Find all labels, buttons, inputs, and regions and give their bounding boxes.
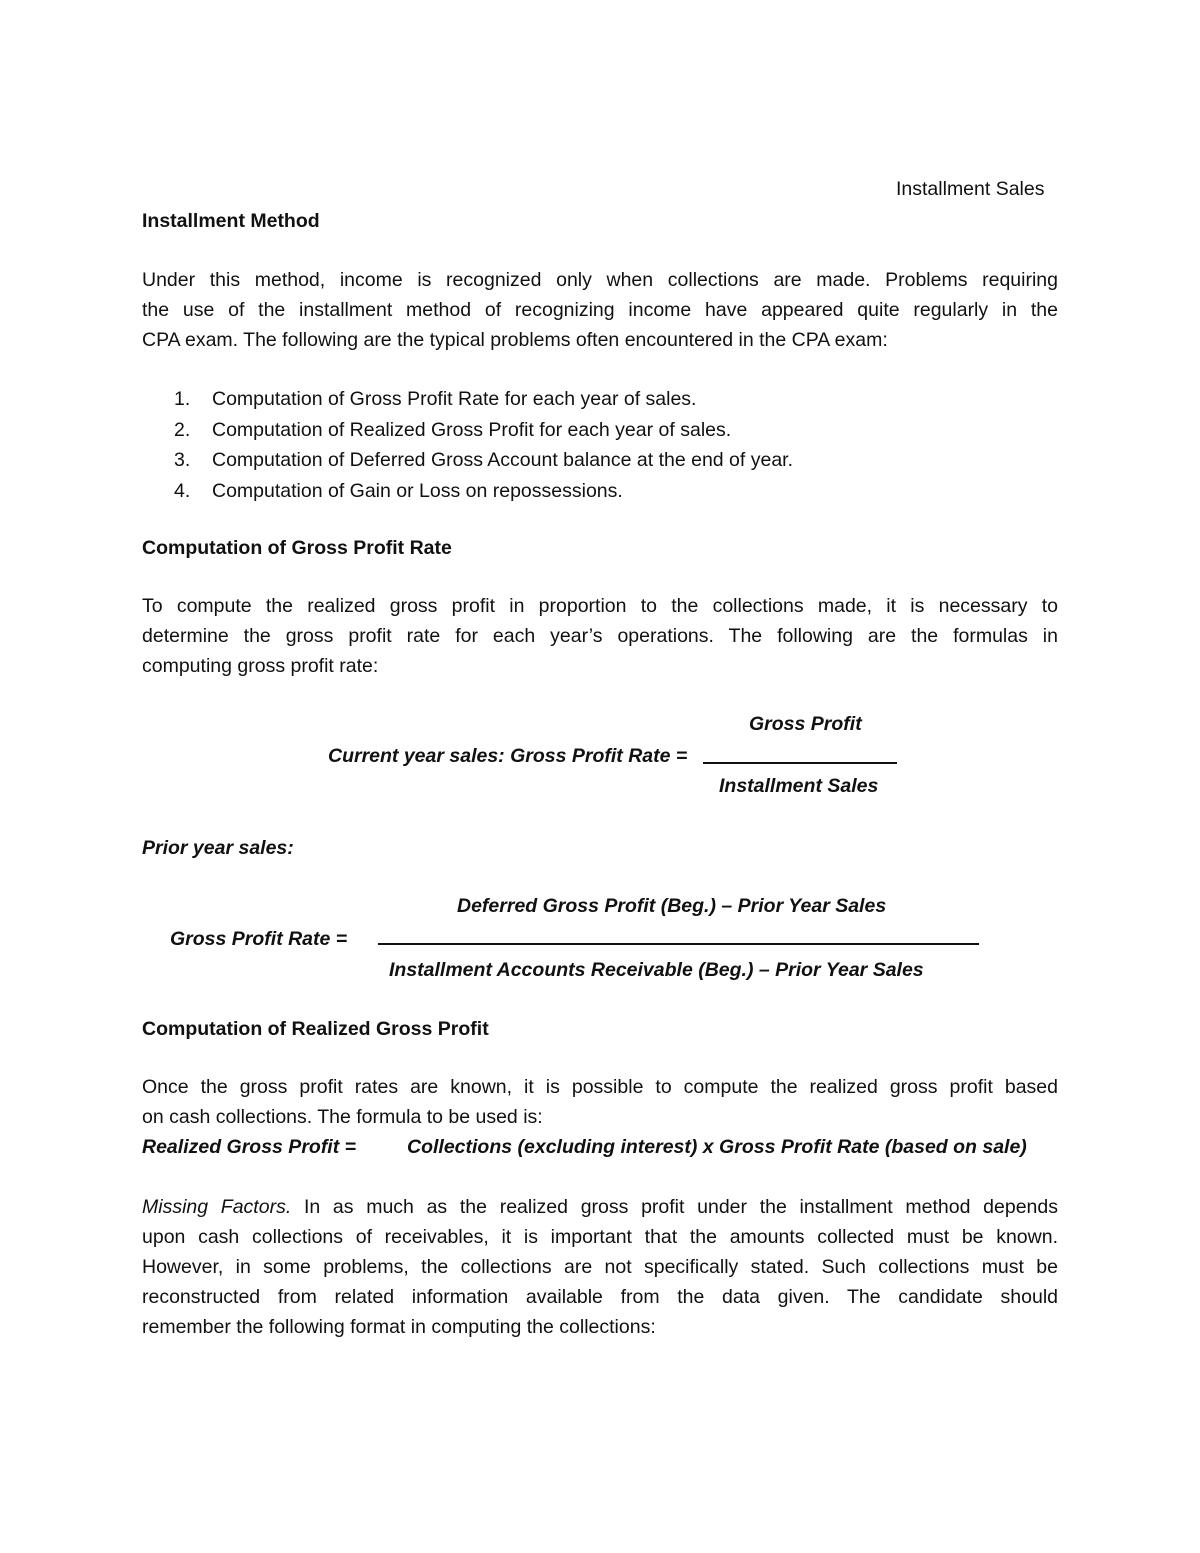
list-item: Computation of Gross Profit Rate for each year of sales. [212, 388, 697, 410]
fraction-bar [378, 943, 979, 945]
paragraph-line: determine the gross profit rate for each year’s operations. The following are the formulas in [142, 625, 1058, 647]
formula-numerator: Gross Profit [749, 713, 862, 735]
formula-numerator: Deferred Gross Profit (Beg.) – Prior Year Sales [457, 895, 887, 917]
missing-factors-label: Missing Factors. [142, 1196, 292, 1218]
list-item: Computation of Deferred Gross Account balance at the end of year. [212, 449, 794, 471]
paragraph-line: reconstructed from related information available from the data given. The candidate should [142, 1286, 1058, 1308]
paragraph-line: computing gross profit rate: [142, 655, 379, 677]
list-item-number: 3. [174, 449, 191, 471]
formula-denominator: Installment Accounts Receivable (Beg.) – Prior Year Sales [389, 959, 924, 981]
running-title: Installment Sales [896, 178, 1045, 200]
paragraph-line: Once the gross profit rates are known, it is possible to compute the realized gross profit based [142, 1076, 1058, 1098]
section-heading-gross-profit-rate: Computation of Gross Profit Rate [142, 537, 452, 559]
list-item-number: 2. [174, 419, 191, 441]
realized-formula-lhs: Realized Gross Profit = [142, 1136, 357, 1158]
paragraph-line: Under this method, income is recognized only when collections are made. Problems requiring [142, 269, 1058, 291]
list-item-number: 4. [174, 480, 191, 502]
section-heading-installment-method: Installment Method [142, 210, 320, 232]
paragraph-line: CPA exam. The following are the typical problems often encountered in the CPA exam: [142, 329, 888, 351]
missing-factors-first-line [142, 1192, 1058, 1222]
paragraph-line: To compute the realized gross profit in proportion to the collections made, it is necessary to [142, 595, 1058, 617]
missing-factors-first-line-text: In as much as the realized gross profit under the installment method depends [291, 1196, 1058, 1218]
formula-denominator: Installment Sales [719, 775, 879, 797]
paragraph-line: However, in some problems, the collections are not specifically stated. Such collections must be [142, 1256, 1058, 1278]
paragraph-line: remember the following format in computing the collections: [142, 1316, 656, 1338]
realized-formula-rhs: Collections (excluding interest) x Gross Profit Rate (based on sale) [407, 1136, 1027, 1158]
formula-lhs: Gross Profit Rate = [170, 928, 348, 950]
section-heading-realized-gross-profit: Computation of Realized Gross Profit [142, 1018, 489, 1040]
list-item: Computation of Gain or Loss on repossessions. [212, 480, 623, 502]
paragraph-line: on cash collections. The formula to be used is: [142, 1106, 543, 1128]
fraction-bar [703, 762, 897, 764]
prior-year-label: Prior year sales: [142, 837, 294, 859]
list-item-number: 1. [174, 388, 191, 410]
formula-lhs: Current year sales: Gross Profit Rate = [328, 745, 688, 767]
paragraph-line: the use of the installment method of recognizing income have appeared quite regularly in the [142, 299, 1058, 321]
paragraph-line: upon cash collections of receivables, it is important that the amounts collected must be known. [142, 1226, 1058, 1248]
list-item: Computation of Realized Gross Profit for each year of sales. [212, 419, 732, 441]
